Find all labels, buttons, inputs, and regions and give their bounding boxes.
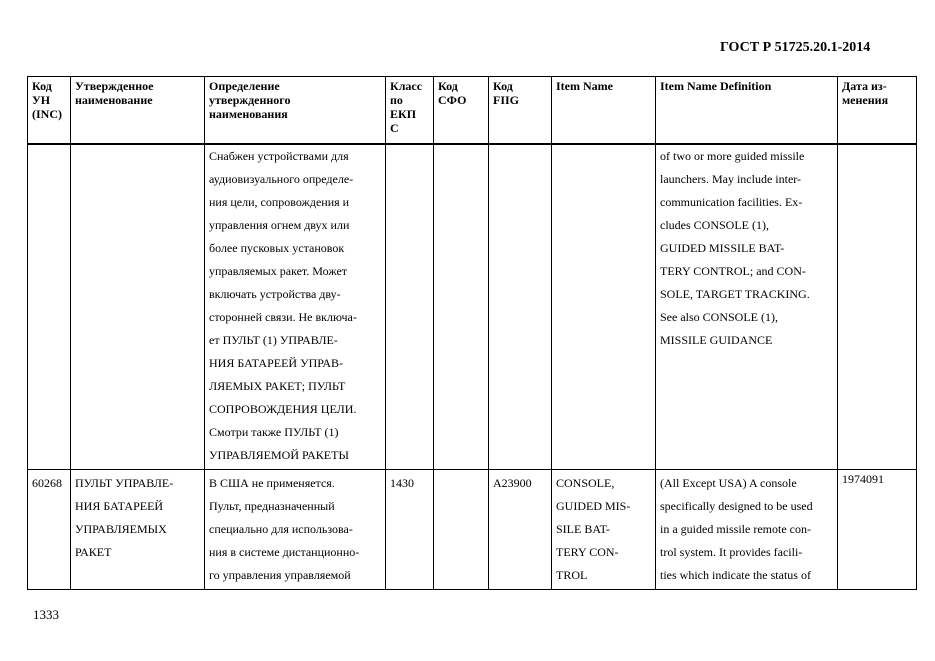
- text-line: УПРАВЛЯЕМЫХ: [75, 522, 167, 536]
- class-cell: [386, 144, 434, 470]
- column-header-line: Класс: [390, 79, 423, 93]
- text-line: MISSILE GUIDANCE: [660, 333, 773, 347]
- column-header-line: утвержденного: [209, 93, 291, 107]
- text-line: го управления управляемой: [209, 568, 351, 582]
- text-line: более пусковых установок: [209, 241, 345, 255]
- fiig-cell: A23900: [489, 470, 552, 590]
- text-line: ния цели, сопровождения и: [209, 195, 350, 209]
- column-header-line: Код: [493, 79, 513, 93]
- text-line: СОПРОВОЖДЕНИЯ ЦЕЛИ.: [209, 402, 357, 416]
- text-line: TERY CON-: [556, 545, 619, 559]
- text-line: SOLE, TARGET TRACKING.: [660, 287, 810, 301]
- date-cell: [838, 144, 917, 470]
- column-header-class: [386, 77, 434, 145]
- definition-cell: [205, 470, 386, 590]
- column-header-line: Item Name Definition: [660, 79, 772, 93]
- item-name-cell: [552, 144, 656, 470]
- item-name-cell: [552, 470, 656, 590]
- text-line: сторонней связи. Не включа-: [209, 310, 357, 324]
- text-line: SILE BAT-: [556, 522, 610, 536]
- text-line: НИЯ БАТАРЕЕЙ: [75, 499, 164, 513]
- column-header-approved-name: [71, 77, 205, 145]
- column-header-line: менения: [842, 93, 889, 107]
- sfo-cell: [434, 144, 489, 470]
- column-header-item-name-definition: [656, 77, 838, 145]
- item-definition-cell: [656, 144, 838, 470]
- page-number: 1333: [33, 607, 59, 622]
- column-header-line: (INC): [32, 107, 62, 121]
- column-header-line: наименование: [75, 93, 153, 107]
- text-line: аудиовизуального определе-: [209, 172, 354, 186]
- text-line: ет ПУЛЬТ (1) УПРАВЛЕ-: [209, 333, 338, 347]
- text-line: РАКЕТ: [75, 545, 112, 559]
- column-header-line: СФО: [438, 93, 467, 107]
- approved-name-cell: [71, 470, 205, 590]
- text-line: УПРАВЛЯЕМОЙ РАКЕТЫ: [209, 448, 349, 462]
- text-line: GUIDED MIS-: [556, 499, 631, 513]
- text-line: of two or more guided missile: [660, 149, 805, 163]
- approved-name-cell: [71, 144, 205, 470]
- inc-cell: 60268: [28, 470, 71, 590]
- item-definition-cell: [656, 470, 838, 590]
- text-line: See also CONSOLE (1),: [660, 310, 778, 324]
- text-line: TERY CONTROL; and CON-: [660, 264, 806, 278]
- text-line: включать устройства дву-: [209, 287, 341, 301]
- column-header-line: FIIG: [493, 93, 520, 107]
- column-header-item-name: [552, 77, 656, 145]
- column-header-line: Дата из-: [842, 79, 887, 93]
- table-header-row: [28, 77, 917, 145]
- text-line: управления огнем двух или: [209, 218, 350, 232]
- text-line: ЛЯЕМЫХ РАКЕТ; ПУЛЬТ: [209, 379, 346, 393]
- text-line: Смотри также ПУЛЬТ (1): [209, 425, 339, 439]
- catalog-table: [27, 76, 917, 590]
- column-header-line: С: [390, 121, 399, 135]
- column-header-inc: [28, 77, 71, 145]
- fiig-cell: [489, 144, 552, 470]
- text-line: communication facilities. Ex-: [660, 195, 803, 209]
- text-line: ties which indicate the status of: [660, 568, 811, 582]
- text-line: ния в системе дистанционно-: [209, 545, 360, 559]
- text-line: CONSOLE,: [556, 476, 615, 490]
- column-header-definition: [205, 77, 386, 145]
- text-line: specifically designed to be used: [660, 499, 813, 513]
- column-header-line: по: [390, 93, 403, 107]
- column-header-change-date: [838, 77, 917, 145]
- text-line: специально для использова-: [209, 522, 353, 536]
- text-line: НИЯ БАТАРЕЕЙ УПРАВ-: [209, 356, 344, 370]
- text-line: ПУЛЬТ УПРАВЛЕ-: [75, 476, 174, 490]
- text-line: (All Except USA) A console: [660, 476, 797, 490]
- column-header-line: УН: [32, 93, 51, 107]
- class-cell: 1430: [386, 470, 434, 590]
- column-header-line: Утвержденное: [75, 79, 154, 93]
- column-header-line: Код: [32, 79, 52, 93]
- text-line: trol system. It provides facili-: [660, 545, 803, 559]
- standard-number: ГОСТ Р 51725.20.1-2014: [720, 40, 871, 55]
- table-row: [28, 144, 917, 470]
- column-header-line: Item Name: [556, 79, 613, 93]
- text-line: TROL: [556, 568, 588, 582]
- column-header-line: Код: [438, 79, 458, 93]
- inc-cell: [28, 144, 71, 470]
- text-line: cludes CONSOLE (1),: [660, 218, 769, 232]
- text-line: управляемых ракет. Может: [209, 264, 348, 278]
- text-line: launchers. May include inter-: [660, 172, 802, 186]
- column-header-line: Определение: [209, 79, 280, 93]
- text-line: Пульт, предназначенный: [209, 499, 335, 513]
- column-header-sfo: [434, 77, 489, 145]
- definition-cell: [205, 144, 386, 470]
- column-header-line: наименования: [209, 107, 288, 121]
- table-row: [28, 470, 917, 590]
- sfo-cell: [434, 470, 489, 590]
- column-header-fiig: [489, 77, 552, 145]
- text-line: GUIDED MISSILE BAT-: [660, 241, 785, 255]
- date-cell: 1974091: [838, 470, 917, 590]
- text-line: in a guided missile remote con-: [660, 522, 811, 536]
- column-header-line: ЕКП: [390, 107, 417, 121]
- text-line: В США не применяется.: [209, 476, 335, 490]
- text-line: Снабжен устройствами для: [209, 149, 349, 163]
